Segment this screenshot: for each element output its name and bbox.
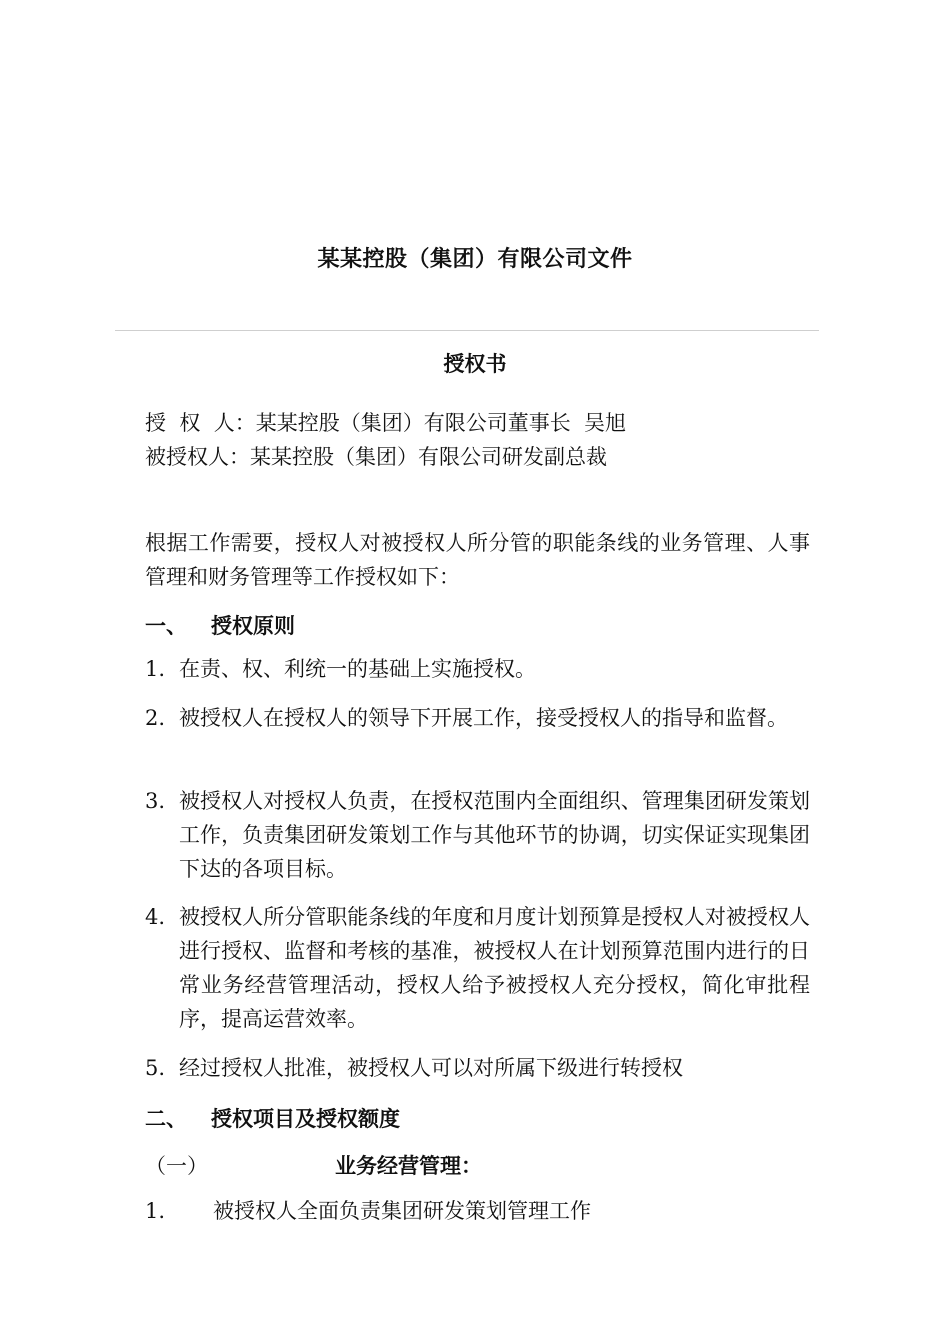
section-2-number: 二、 — [145, 1107, 187, 1131]
list-item — [145, 701, 810, 735]
list-item-text: 被授权人所分管职能条线的年度和月度计划预算是授权人对被授权人进行授权、监督和考核的基准，被授权人在计划预算范围内进行的日常业务经营管理活动，授权人给予被授权人充分授权，简化审批程序，提高运营效率。 — [179, 905, 810, 1031]
section-2-title: 授权项目及授权额度 — [211, 1107, 400, 1131]
header-divider — [115, 330, 819, 331]
grantee-label: 被授权人： — [145, 445, 250, 469]
grantor-value: 某某控股（集团）有限公司董事长 吴旭 — [255, 411, 627, 435]
grantee-line — [145, 442, 607, 472]
list-item-text: 被授权人在授权人的领导下开展工作，接受授权人的指导和监督。 — [179, 706, 788, 730]
section-1-number: 一、 — [145, 614, 187, 638]
subsection-heading — [145, 1150, 482, 1180]
list-item — [145, 652, 810, 686]
section-2-heading — [145, 1103, 400, 1133]
list-item-number: 5. — [145, 1056, 166, 1080]
document-title: 授权书 — [443, 352, 507, 376]
subsection-number: （一） — [145, 1154, 208, 1178]
list-item-number: 1. — [145, 1199, 166, 1223]
list-item-number: 3. — [145, 789, 166, 813]
intro-paragraph: 根据工作需要，授权人对被授权人所分管的职能条线的业务管理、人事管理和财务管理等工作授权如下： — [145, 531, 810, 589]
list-item-number: 4. — [145, 905, 166, 929]
list-item-number: 1. — [145, 657, 166, 681]
company-header-title: 某某控股（集团）有限公司文件 — [317, 247, 633, 272]
list-item — [145, 784, 810, 886]
list-item-text: 在责、权、利统一的基础上实施授权。 — [179, 657, 536, 681]
section-1-heading — [145, 610, 295, 640]
list-item-text: 被授权人全面负责集团研发策划管理工作 — [213, 1199, 591, 1223]
list-item-number: 2. — [145, 706, 166, 730]
list-item — [145, 1195, 591, 1225]
section-1-title: 授权原则 — [211, 614, 295, 638]
list-item — [145, 900, 810, 1036]
list-item-text: 经过授权人批准，被授权人可以对所属下级进行转授权 — [179, 1056, 683, 1080]
subsection-title: 业务经营管理： — [335, 1154, 482, 1178]
grantee-value: 某某控股（集团）有限公司研发副总裁 — [250, 445, 607, 469]
grantor-line — [145, 408, 626, 438]
grantor-label: 授 权 人： — [145, 411, 256, 435]
list-item-text: 被授权人对授权人负责，在授权范围内全面组织、管理集团研发策划工作，负责集团研发策划工作与其他环节的协调，切实保证实现集团下达的各项目标。 — [179, 789, 810, 881]
list-item — [145, 1051, 810, 1085]
